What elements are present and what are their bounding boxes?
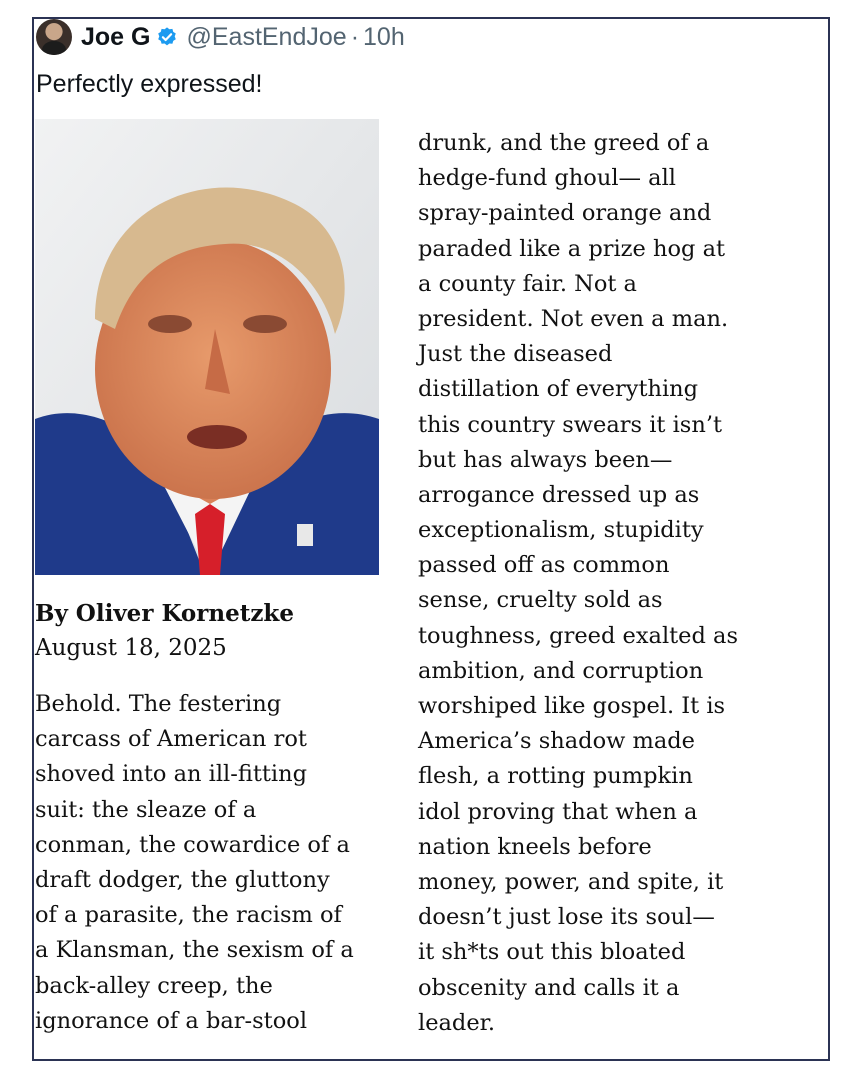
text-line: drunk, and the greed of a [418, 130, 710, 156]
avatar[interactable] [36, 19, 72, 55]
text-line: shoved into an ill-fitting [35, 761, 308, 788]
text-line: toughness, greed exalted as [418, 622, 739, 649]
text-line: spray-painted orange and [418, 200, 712, 227]
post-timestamp[interactable]: 10h [363, 22, 405, 51]
text-line: doesn’t just lose its soul— [418, 904, 715, 931]
portrait-illustration [35, 119, 379, 575]
text-line: passed off as common [418, 552, 670, 579]
text-line: suit: the sleaze of a [35, 796, 257, 823]
text-line: flesh, a rotting pumpkin [418, 763, 693, 790]
text-line: America’s shadow made [418, 728, 695, 755]
text-line: carcass of American rot [35, 726, 307, 753]
text-line: this country swears it isn’t [418, 411, 723, 438]
text-line: president. Not even a man. [418, 305, 729, 332]
text-line: conman, the cowardice of a [35, 831, 350, 858]
text-line: arrogance dressed up as [418, 481, 700, 508]
article-date: August 18, 2025 [35, 635, 227, 661]
text-line: a county fair. Not a [418, 270, 637, 297]
article-byline: By Oliver Kornetzke [35, 600, 294, 627]
article-photo[interactable] [35, 119, 379, 575]
text-line: exceptionalism, stupidity [418, 517, 704, 544]
separator-dot: · [350, 22, 360, 51]
text-line: back-alley creep, the [35, 972, 273, 999]
verified-badge-icon [156, 26, 178, 48]
text-line: it sh*ts out this bloated [418, 939, 686, 966]
text-line: but has always been— [418, 446, 673, 473]
text-line: ignorance of a bar-stool [35, 1007, 308, 1034]
display-name[interactable]: Joe G [81, 22, 151, 51]
text-line: obscenity and calls it a [418, 974, 680, 1001]
text-line: Behold. The festering [35, 691, 282, 717]
text-line: ambition, and corruption [418, 657, 704, 684]
article-column-left [35, 687, 395, 1039]
text-line: of a parasite, the racism of [35, 902, 342, 929]
text-line: distillation of everything [418, 376, 699, 403]
user-handle[interactable]: @EastEndJoe [186, 22, 347, 51]
text-line: sense, cruelty sold as [418, 587, 663, 614]
text-line: nation kneels before [418, 833, 652, 860]
text-line: idol proving that when a [418, 798, 698, 825]
post-text: Perfectly expressed! [36, 70, 263, 98]
text-line: hedge-fund ghoul— all [418, 165, 676, 192]
text-line: Just the diseased [418, 341, 613, 368]
text-line: leader. [418, 1009, 496, 1036]
text-line: worshiped like gospel. It is [418, 693, 726, 719]
text-line: draft dodger, the gluttony [35, 866, 330, 893]
post-header [36, 19, 405, 55]
text-line: money, power, and spite, it [418, 868, 724, 895]
text-line: a Klansman, the sexism of a [35, 937, 354, 964]
text-line: paraded like a prize hog at [418, 235, 726, 262]
article-column-right [418, 126, 798, 1041]
